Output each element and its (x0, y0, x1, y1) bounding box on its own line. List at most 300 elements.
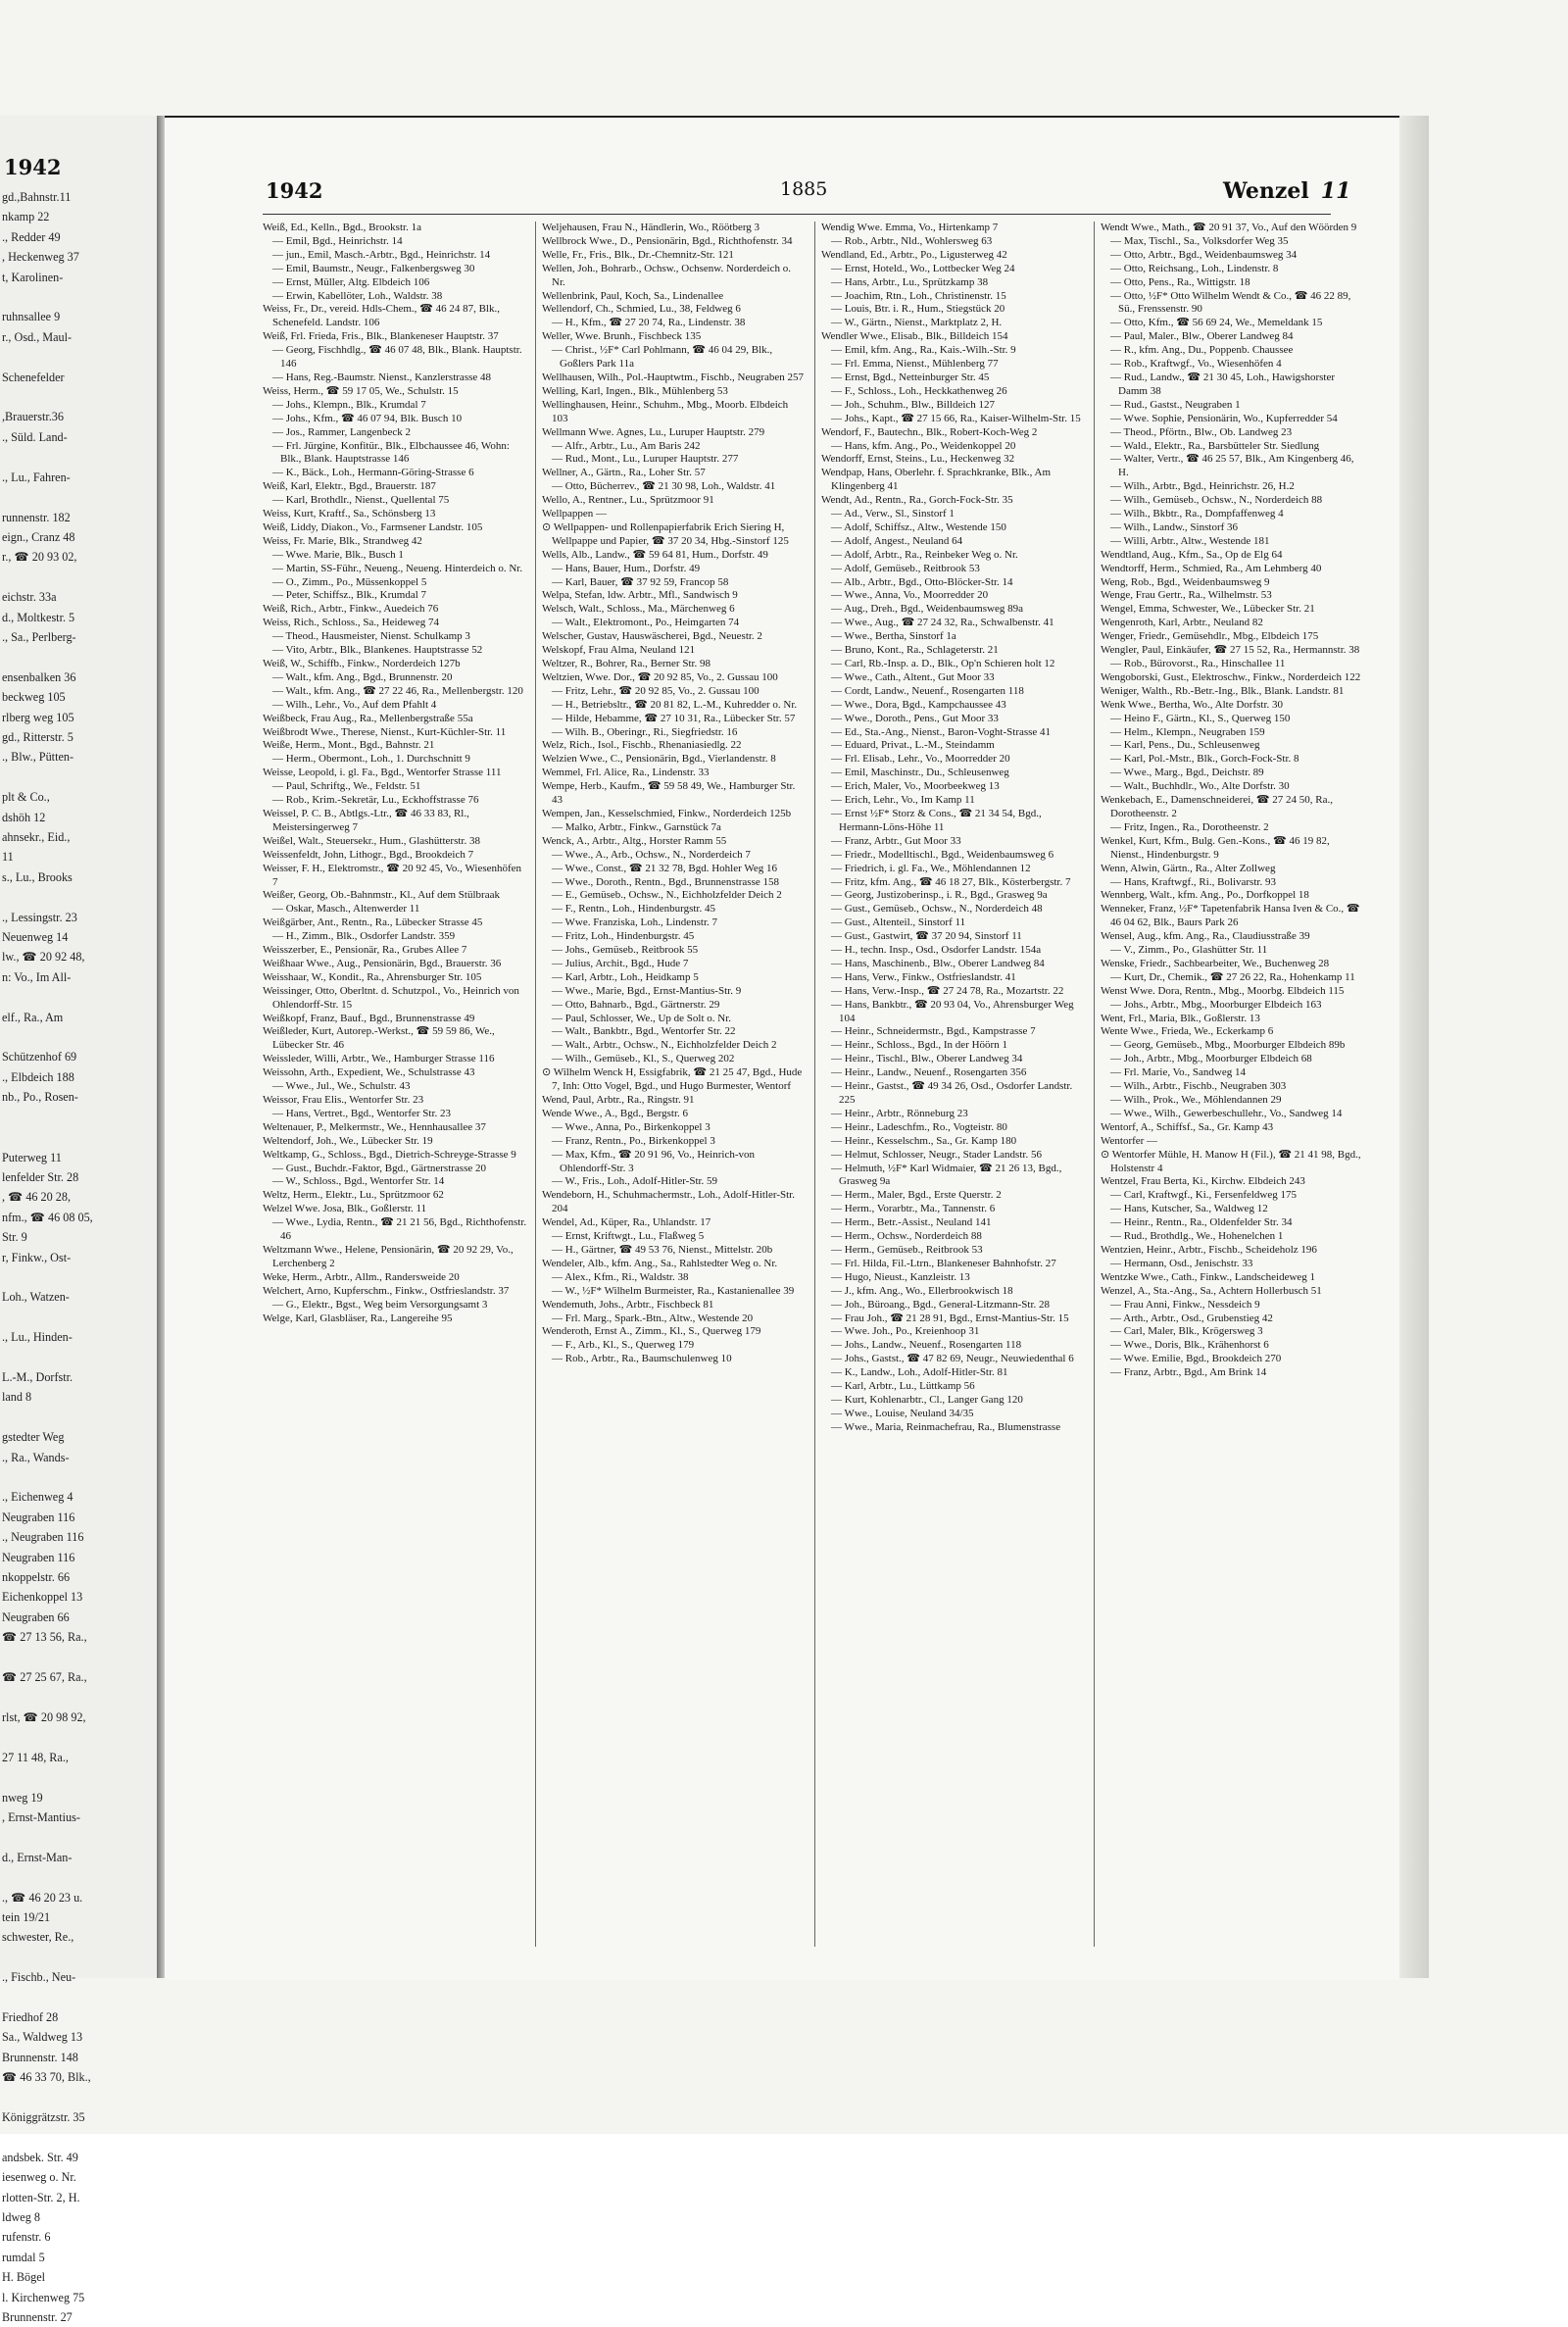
previous-page-line: ☎ 27 13 56, Ra., (2, 1630, 87, 1645)
directory-entry: — Ernst, Kriftwgt., Lu., Flaßweg 5 (552, 1230, 705, 1243)
directory-entry: Weiß, Rich., Arbtr., Finkw., Auedeich 76 (263, 603, 439, 616)
previous-page-line (2, 887, 157, 907)
directory-entry: — Otto, ½F* Otto Wilhelm Wendt & Co., ☎ 46 22 89, Sü., Frenssenstr. 90 (1110, 289, 1351, 316)
previous-page-lines (0, 187, 157, 2327)
directory-entry: — Alb., Arbtr., Bgd., Otto-Blöcker-Str. 14 (831, 575, 1013, 588)
directory-entry: — Wwe. Emilie, Bgd., Brookdeich 270 (1110, 1353, 1282, 1365)
directory-entry: Wendig Wwe. Emma, Vo., Hirtenkamp 7 (821, 222, 999, 233)
column-divider (535, 222, 536, 1947)
directory-entry: — Max, Kfm., ☎ 20 91 96, Vo., Heinrich-von Ohlendorff-Str. 3 (552, 1148, 756, 1174)
directory-entry: — Fritz, Ingen., Ra., Dorotheenstr. 2 (1110, 820, 1269, 833)
directory-entry: Wendorff, Ernst, Steins., Lu., Heckenweg 32 (821, 453, 1015, 466)
directory-entry: — J., kfm. Ang., Wo., Ellerbrookwisch 18 (831, 1284, 1013, 1297)
directory-entry: — W., Gärtn., Nienst., Marktplatz 2, H. (831, 317, 1003, 329)
directory-entry: — Wwe., Const., ☎ 21 32 78, Bgd. Hohler Weg 16 (552, 862, 777, 874)
directory-entry: — W., Fris., Loh., Adolf-Hitler-Str. 59 (552, 1175, 718, 1188)
previous-page-line: gd., Ritterstr. 5 (2, 729, 74, 744)
directory-entry: — Herm., Ochsw., Norderdeich 88 (831, 1230, 982, 1243)
directory-entry: — Wwe., Anna, Po., Birkenkoppel 3 (552, 1120, 710, 1133)
previous-page-line: ., Neugraben 116 (2, 1530, 84, 1545)
directory-entry: — Theod., Pförtn., Blw., Ob. Landweg 23 (1110, 425, 1293, 438)
directory-entry: — Heinr., Schloss., Bgd., In der Höörn 1 (831, 1039, 1007, 1052)
directory-entry: — Frl. Hilda, Fil.-Ltrn., Blankeneser Bahnhofstr. 27 (831, 1257, 1056, 1269)
directory-entry: Wendland, Ed., Arbtr., Po., Ligusterweg 42 (821, 248, 1007, 261)
previous-page-line: ., Eichenweg 4 (2, 1490, 74, 1505)
directory-entry: — Wwe. Franziska, Loh., Lindenstr. 7 (552, 916, 718, 929)
directory-entry: ⊙ Wentorfer Mühle, H. Manow H (Fil.), ☎ 21 41 98, Bgd., Holstenstr 4 (1101, 1148, 1361, 1174)
previous-page-line: ., Blw., Pütten- (2, 750, 74, 765)
directory-entry: — Cordt, Landw., Neuenf., Rosengarten 118 (831, 684, 1024, 697)
directory-entry: — Otto, Bücherrev., ☎ 21 30 98, Loh., Waldstr. 41 (552, 480, 776, 493)
directory-entry: — Hans, Verw., Finkw., Ostfrieslandstr. 41 (831, 970, 1016, 983)
directory-entry: — Wwe., Bertha, Sinstorf 1a (831, 630, 956, 643)
directory-entry: — Wilh., Prok., We., Möhlendannen 29 (1110, 1094, 1282, 1106)
previous-page-line (2, 2127, 157, 2147)
directory-entry: — Frl. Emma, Nienst., Mühlenberg 77 (831, 358, 999, 371)
previous-page-line: tein 19/21 (2, 1909, 51, 1924)
directory-entry: — Wilh., Gemüseb., Kl., S., Querweg 202 (552, 1053, 735, 1065)
previous-page-line: Neugraben 66 (2, 1609, 70, 1624)
previous-page-line: r, Finkw., Ost- (2, 1250, 72, 1264)
directory-entry: — Arth., Arbtr., Osd., Grubenstieg 42 (1110, 1312, 1273, 1324)
directory-entry: — Helm., Klempn., Neugraben 159 (1110, 725, 1265, 738)
directory-entry: — E., Gemüseb., Ochsw., N., Eichholzfelder Deich 2 (552, 889, 782, 902)
previous-page-line (2, 1648, 157, 1667)
directory-entry: — Rud., Gastst., Neugraben 1 (1110, 398, 1241, 411)
previous-page-line: Loh., Watzen- (2, 1290, 70, 1305)
previous-page-line: , Heckenweg 37 (2, 250, 79, 265)
directory-entry: Wenneker, Franz, ½F* Tapetenfabrik Hansa Iven & Co., ☎ 46 04 62, Blk., Baurs Park 26 (1101, 903, 1360, 929)
directory-entry: — Johs., Kfm., ☎ 46 07 94, Blk. Busch 10 (272, 412, 463, 424)
directory-entry: — Otto, Reichsang., Loh., Lindenstr. 8 (1110, 262, 1279, 274)
directory-entry: — G., Elektr., Bgst., Weg beim Versorgungsamt 3 (272, 1298, 488, 1311)
directory-entry: Weljehausen, Frau N., Händlerin, Wo., Röötberg 3 (542, 222, 760, 233)
previous-page-line: ensenbalken 36 (2, 669, 76, 684)
directory-entry: — Hilde, Hebamme, ☎ 27 10 31, Ra., Lübecker Str. 57 (552, 712, 796, 724)
directory-entry: — Walt., Elektromont., Po., Heimgarten 74 (552, 617, 740, 629)
directory-entry: Wentzke Wwe., Cath., Finkw., Landscheideweg 1 (1101, 1270, 1316, 1283)
previous-page-line: ., Lu., Hinden- (2, 1330, 73, 1345)
previous-page-line (2, 568, 157, 587)
previous-page-line: 27 11 48, Ra., (2, 1750, 69, 1764)
previous-page-line (2, 1948, 157, 1967)
previous-page-line (2, 1267, 157, 1287)
directory-entry: Weissel, P. C. B., Abtlgs.-Ltr., ☎ 46 33 83, Rl., Meistersingerweg 7 (263, 807, 469, 833)
directory-entry: Weiss, Kurt, Kraftf., Sa., Schönsberg 13 (263, 508, 436, 520)
directory-entry: — Herm., Vorarbtr., Ma., Tannenstr. 6 (831, 1203, 996, 1215)
directory-entry: — Adolf, Gemüseb., Reitbrook 53 (831, 562, 980, 574)
directory-entry: Weissohn, Arth., Expedient, We., Schulstrasse 43 (263, 1066, 475, 1079)
directory-entry: — Otto, Bahnarb., Bgd., Gärtnerstr. 29 (552, 998, 720, 1011)
previous-page-line (2, 2088, 157, 2107)
directory-entry: Weltz, Herm., Elektr., Lu., Sprützmoor 62 (263, 1189, 444, 1202)
directory-entry: Welchert, Arno, Kupferschm., Finkw., Ostfrieslandstr. 37 (263, 1284, 510, 1297)
directory-entry: — Fritz, kfm. Ang., ☎ 46 18 27, Blk., Kösterbergstr. 7 (831, 875, 1071, 888)
section-number: 11 (1320, 178, 1351, 204)
directory-entry: — Wwe., Anna, Vo., Moorredder 20 (831, 589, 989, 602)
previous-page-line: l. Kirchenweg 75 (2, 2290, 85, 2304)
previous-page-line: Brunnenstr. 27 (2, 2310, 73, 2325)
page-year: 1942 (266, 178, 323, 203)
previous-page-line (2, 1348, 157, 1367)
page-header (165, 178, 1399, 212)
directory-entry: Wennberg, Walt., kfm. Ang., Po., Dorfkoppel 18 (1101, 889, 1309, 902)
directory-entry: Wengoborski, Gust., Elektroschw., Finkw., Norderdeich 122 (1101, 670, 1361, 683)
directory-page (165, 116, 1399, 1980)
directory-entry: — H., Zimm., Blk., Osdorfer Landstr. 359 (272, 930, 456, 943)
directory-entry: — Julius, Archit., Bgd., Hude 7 (552, 957, 689, 969)
directory-entry: Weißhaar Wwe., Aug., Pensionärin, Bgd., Brauerstr. 36 (263, 957, 502, 969)
previous-page-line: d., Ernst-Man- (2, 1850, 73, 1864)
directory-entry: — Hans, Bankbtr., ☎ 20 93 04, Vo., Ahrensburger Weg 104 (831, 998, 1074, 1024)
directory-entry: Weissenfeldt, John, Lithogr., Bgd., Brookdeich 7 (263, 848, 474, 861)
directory-entry: Wendeborn, H., Schuhmachermstr., Loh., Adolf-Hitler-Str. 204 (542, 1189, 795, 1215)
directory-entry: ⊙ Wilhelm Wenck H, Essigfabrik, ☎ 21 25 47, Bgd., Hude 7, Inh: Otto Vogel, Bgd., und Hugo Burmester, Wentorf (542, 1066, 803, 1093)
directory-entry: — Herm., Gemüseb., Reitbrook 53 (831, 1243, 983, 1256)
directory-entry: Weiß, W., Schiffb., Finkw., Norderdeich 127b (263, 658, 461, 669)
directory-entry: — Wilh., Arbtr., Fischb., Neugraben 303 (1110, 1080, 1287, 1093)
directory-entry: — Peter, Schiffsz., Blk., Krumdal 7 (272, 589, 427, 602)
directory-entry: Weiß, Frl. Frieda, Fris., Blk., Blankeneser Hauptstr. 37 (263, 330, 499, 343)
previous-page-line: ☎ 46 33 70, Blk., (2, 2070, 91, 2085)
previous-page-line: Eichenkoppel 13 (2, 1590, 83, 1605)
directory-entry: Welle, Fr., Fris., Blk., Dr.-Chemnitz-Str. 121 (542, 248, 734, 261)
directory-entry: Wendel, Ad., Küper, Ra., Uhlandstr. 17 (542, 1216, 711, 1229)
directory-entry: — Frau Anni, Finkw., Nessdeich 9 (1110, 1298, 1260, 1311)
directory-entry: Weltzien, Wwe. Dor., ☎ 20 92 85, Vo., 2. Gussau 100 (542, 670, 778, 683)
previous-page-line: Puterweg 11 (2, 1150, 62, 1164)
directory-entry: — Wilh., Lehr., Vo., Auf dem Pfahlt 4 (272, 698, 437, 711)
directory-entry: — Max, Tischl., Sa., Volksdorfer Weg 35 (1110, 234, 1289, 247)
directory-column-2 (542, 222, 807, 1947)
directory-entry: — Karl, Brothdlr., Nienst., Quellental 75 (272, 494, 450, 507)
directory-entry: — Alex., Kfm., Ri., Waldstr. 38 (552, 1270, 689, 1283)
directory-entry: — Johs., Gastst., ☎ 47 82 69, Neugr., Neuwiedenthal 6 (831, 1353, 1074, 1365)
previous-page-line: nweg 19 (2, 1790, 43, 1805)
directory-entry: — Johs., Klempn., Blk., Krumdal 7 (272, 398, 426, 411)
directory-entry: — Frau Joh., ☎ 21 28 91, Bgd., Ernst-Mantius-Str. 15 (831, 1312, 1069, 1324)
previous-page-line: rlst, ☎ 20 98 92, (2, 1709, 86, 1724)
directory-entry: Wente Wwe., Frieda, We., Eckerkamp 6 (1101, 1025, 1274, 1038)
directory-entry: — Walter, Vertr., ☎ 46 25 57, Blk., Am Kingenberg 46, H. (1110, 453, 1354, 479)
directory-entry: Wempe, Herb., Kaufm., ☎ 59 58 49, We., Hamburger Str. 43 (542, 780, 796, 807)
previous-page-line: s., Lu., Brooks (2, 869, 73, 884)
directory-entry: Wengler, Paul, Einkäufer, ☎ 27 15 52, Ra., Hermannstr. 38 (1101, 644, 1360, 657)
directory-column-3 (821, 222, 1086, 1947)
directory-entry: Welzel Wwe. Josa, Blk., Goßlerstr. 11 (263, 1203, 427, 1215)
directory-entry: — Wwe., Lydia, Rentn., ☎ 21 21 56, Bgd., Richthofenstr. 46 (272, 1216, 527, 1243)
directory-entry: — Georg, Fischhdlg., ☎ 46 07 48, Blk., Blank. Hauptstr. 146 (272, 344, 522, 371)
directory-entry: — H., Kfm., ☎ 27 20 74, Ra., Lindenstr. 38 (552, 317, 746, 329)
directory-entry: — Wwe., A., Arb., Ochsw., N., Norderdeich 7 (552, 848, 751, 861)
directory-entry: Wellinghausen, Heinr., Schuhm., Mbg., Moorb. Elbdeich 103 (542, 398, 789, 424)
previous-page-line: schwester, Re., (2, 1930, 74, 1945)
directory-entry: — Rud., Landw., ☎ 21 30 45, Loh., Hawigshorster Damm 38 (1110, 371, 1335, 397)
directory-entry: — Louis, Btr. i. R., Hum., Stiegstück 20 (831, 303, 1005, 316)
directory-entry: — Wwe. Joh., Po., Kreienhoop 31 (831, 1325, 980, 1338)
directory-entry: — Fritz, Loh., Hindenburgstr. 45 (552, 930, 695, 943)
previous-page-line: Schützenhof 69 (2, 1050, 77, 1064)
previous-page-line: Neugraben 116 (2, 1510, 75, 1524)
directory-entry: — Joh., Arbtr., Mbg., Moorburger Elbdeich 68 (1110, 1053, 1312, 1065)
directory-entry: Weltzmann Wwe., Helene, Pensionärin, ☎ 20 92 29, Vo., Lerchenberg 2 (263, 1243, 514, 1269)
directory-entry: — Herm., Maler, Bgd., Erste Querstr. 2 (831, 1189, 1002, 1202)
previous-page-line: ☎ 27 25 67, Ra., (2, 1670, 87, 1685)
directory-entry: Welpa, Stefan, ldw. Arbtr., Mfl., Sandwisch 9 (542, 589, 738, 602)
column-divider (814, 222, 815, 1947)
directory-entry: — Friedr., Modelltischl., Bgd., Weidenbaumsweg 6 (831, 848, 1054, 861)
directory-entry: — Wilh., Arbtr., Bgd., Heinrichstr. 26, H.2 (1110, 480, 1295, 493)
directory-entry: Weke, Herm., Arbtr., Allm., Randersweide 20 (263, 1270, 460, 1283)
previous-page-line: r., ☎ 20 93 02, (2, 550, 77, 565)
previous-page-line (2, 1767, 157, 1787)
previous-page-line: Brunnenstr. 148 (2, 2050, 78, 2064)
directory-entry: — Kurt, Kohlenarbtr., Cl., Langer Gang 120 (831, 1393, 1023, 1406)
directory-entry: — Willi, Arbtr., Altw., Westende 181 (1110, 534, 1270, 547)
directory-entry: Wendler Wwe., Elisab., Blk., Billdeich 154 (821, 330, 1008, 343)
previous-page-line (2, 647, 157, 667)
directory-entry: — Erich, Maler, Vo., Moorbeekweg 13 (831, 780, 1000, 793)
directory-entry: Weiss, Rich., Schloss., Sa., Heideweg 74 (263, 617, 439, 629)
directory-entry: — Frl. Elisab., Lehr., Vo., Moorredder 20 (831, 753, 1010, 766)
header-rule (263, 214, 1331, 215)
directory-entry: — Gust., Buchdr.-Faktor, Bgd., Gärtnerstrasse 20 (272, 1162, 487, 1174)
directory-entry: Wendt Wwe., Math., ☎ 20 91 37, Vo., Auf den Wöörden 9 (1101, 222, 1357, 233)
directory-entry: — Wwe., Dora, Bgd., Kampchaussee 43 (831, 698, 1006, 711)
section-name: Wenzel (1223, 178, 1309, 204)
directory-entry: Weisszerber, E., Pensionär, Ra., Grubes Allee 7 (263, 944, 467, 957)
directory-entry: — Walt., kfm. Ang., ☎ 27 22 46, Ra., Mellenbergstr. 120 (272, 684, 523, 697)
directory-entry: — Wwe., Cath., Altent., Gut Moor 33 (831, 670, 995, 683)
directory-entry: — H., Gärtner, ☎ 49 53 76, Nienst., Mittelstr. 20b (552, 1243, 773, 1256)
directory-entry: — Wwe., Doroth., Pens., Gut Moor 33 (831, 712, 999, 724)
directory-entry: — Wwe., Aug., ☎ 27 24 32, Ra., Schwalbenstr. 41 (831, 617, 1054, 629)
directory-column-1 (263, 222, 527, 1947)
section-heading (1223, 178, 1350, 204)
directory-entry: — Bruno, Kont., Ra., Schlageterstr. 21 (831, 644, 999, 657)
directory-entry: — Johs., Landw., Neuenf., Rosengarten 118 (831, 1339, 1022, 1352)
directory-entry: — Herm., Obermont., Loh., 1. Durchschnitt 9 (272, 753, 470, 766)
directory-entry: Weniger, Walth., Rb.-Betr.-Ing., Blk., Blank. Landstr. 81 (1101, 684, 1345, 697)
directory-entry: Wenge, Frau Gertr., Ra., Wilhelmstr. 53 (1101, 589, 1272, 602)
directory-entry: — Rob., Bürovorst., Ra., Hinschallee 11 (1110, 658, 1286, 669)
previous-page-line (2, 387, 157, 407)
directory-entry: Wellendorf, Ch., Schmied, Lu., 38, Feldweg 6 (542, 303, 741, 316)
directory-entry: — Malko, Arbtr., Finkw., Garnstück 7a (552, 820, 721, 833)
directory-entry: Weissinger, Otto, Oberltnt. d. Schutzpol., Vo., Heinrich von Ohlendorff-Str. 15 (263, 984, 519, 1011)
previous-page-line: n: Vo., Im All- (2, 969, 72, 984)
directory-entry: Wenk Wwe., Bertha, Wo., Alte Dorfstr. 30 (1101, 698, 1284, 711)
previous-page-line: ldweg 8 (2, 2210, 40, 2225)
previous-page-line: ., ☎ 46 20 23 u. (2, 1890, 83, 1905)
previous-page-line (2, 447, 157, 467)
directory-entry: — Walt., Bankbtr., Bgd., Wentorfer Str. 22 (552, 1025, 736, 1038)
directory-entry: Wende Wwe., A., Bgd., Bergstr. 6 (542, 1107, 689, 1119)
previous-page-line: ., Fischb., Neu- (2, 1970, 76, 1985)
directory-entry: — Paul, Schlosser, We., Up de Solt o. Nr. (552, 1012, 732, 1024)
directory-entry: — Walt., kfm. Ang., Bgd., Brunnenstr. 20 (272, 670, 453, 683)
directory-entry: — Hans, Kraftwgf., Ri., Bolivarstr. 93 (1110, 875, 1276, 888)
previous-page-line (2, 1727, 157, 1747)
directory-entry: — Rud., Brothdlg., We., Hohenelchen 1 (1110, 1230, 1284, 1243)
directory-entry: — Emil, Maschinstr., Du., Schleusenweg (831, 767, 1009, 779)
previous-page-line (2, 1467, 157, 1487)
directory-entry: — Heinr., Kesselschm., Sa., Gr. Kamp 180 (831, 1134, 1017, 1147)
directory-entry: Wengenroth, Karl, Arbtr., Neuland 82 (1101, 617, 1263, 629)
directory-entry: Weisse, Leopold, i. gl. Fa., Bgd., Wentorfer Strasse 111 (263, 767, 502, 779)
directory-entry: — Hans, kfm. Ang., Po., Weidenkoppel 20 (831, 439, 1016, 452)
previous-page-line: L.-M., Dorfstr. (2, 1369, 74, 1384)
directory-entry: Weißleder, Kurt, Autorep.-Werkst., ☎ 59 59 86, We., Lübecker Str. 46 (263, 1025, 495, 1052)
directory-entry: Weltendorf, Joh., We., Lübecker Str. 19 (263, 1134, 433, 1147)
previous-page-line: , Ernst-Mantius- (2, 1809, 80, 1824)
directory-entry: — Oskar, Masch., Altenwerder 11 (272, 903, 420, 916)
previous-page-line: rumdal 5 (2, 2250, 45, 2264)
directory-entry: — Frl. Jürgine, Konfitür., Blk., Elbchaussee 46, Wohn: Blk., Blank. Hauptstrasse 146 (272, 439, 510, 466)
directory-entry: — Hermann, Osd., Jenischstr. 33 (1110, 1257, 1253, 1269)
directory-entry: — Hans, Vertret., Bgd., Wentorfer Str. 23 (272, 1107, 452, 1119)
directory-entry: Wendtorff, Herm., Schmied, Ra., Am Lehmberg 40 (1101, 562, 1322, 574)
directory-entry: Weiße, Herm., Mont., Bgd., Bahnstr. 21 (263, 739, 435, 752)
directory-entry: — Ad., Verw., Sl., Sinstorf 1 (831, 508, 955, 520)
directory-entry: Wenst Wwe. Dora, Rentn., Mbg., Moorbg. Elbdeich 115 (1101, 984, 1345, 997)
directory-entry: — K., Landw., Loh., Adolf-Hitler-Str. 81 (831, 1366, 1008, 1379)
directory-entry: — Walt., Buchhdlr., Wo., Alte Dorfstr. 30 (1110, 780, 1290, 793)
directory-entry: — Joh., Büroang., Bgd., General-Litzmann-Str. 28 (831, 1298, 1051, 1311)
directory-entry: Wentzel, Frau Berta, Ki., Kirchw. Elbdeich 243 (1101, 1175, 1305, 1188)
directory-entry: Welsch, Walt., Schloss., Ma., Märchenweg 6 (542, 603, 735, 616)
directory-entry: Wendeler, Alb., kfm. Ang., Sa., Rahlstedter Weg o. Nr. (542, 1257, 778, 1269)
directory-entry: — Rob., Kraftwgf., Vo., Wiesenhöfen 4 (1110, 358, 1282, 371)
directory-entry: Welskopf, Frau Alma, Neuland 121 (542, 644, 696, 657)
directory-entry: — Wilh., Gemüseb., Ochsw., N., Norderdeich 88 (1110, 494, 1323, 507)
previous-page-fragment (0, 116, 158, 2325)
directory-entry: Weißkopf, Franz, Bauf., Bgd., Brunnenstrasse 49 (263, 1012, 475, 1024)
directory-entry: — Aug., Dreh., Bgd., Weidenbaumsweg 89a (831, 603, 1023, 616)
directory-entry: — Hans, Maschinenb., Blw., Oberer Landweg 84 (831, 957, 1045, 969)
previous-page-line (2, 1867, 157, 1887)
previous-page-line: lenfelder Str. 28 (2, 1169, 79, 1184)
previous-page-line: nb., Po., Rosen- (2, 1090, 78, 1105)
directory-entry: — Gust., Altenteil., Sinstorf 11 (831, 916, 966, 929)
directory-entry: — Heino F., Gärtn., Kl., S., Querweg 150 (1110, 712, 1291, 724)
directory-entry: Weiß, Karl, Elektr., Bgd., Brauerstr. 187 (263, 480, 436, 493)
directory-entry: — Adolf, Arbtr., Ra., Reinbeker Weg o. Nr. (831, 548, 1018, 561)
directory-entry: Wempen, Jan., Kesselschmied, Finkw., Norderdeich 125b (542, 807, 792, 819)
directory-entry: Weltenauer, P., Melkermstr., We., Hennhausallee 37 (263, 1120, 486, 1133)
directory-entry: — Erich, Lehr., Vo., Im Kamp 11 (831, 794, 975, 807)
directory-entry: — Johs., Kapt., ☎ 27 15 66, Ra., Kaiser-Wilhelm-Str. 15 (831, 412, 1081, 424)
directory-entry: — Karl, Bauer, ☎ 37 92 59, Francop 58 (552, 575, 729, 588)
directory-entry: — Joh., Schuhm., Blw., Billdeich 127 (831, 398, 996, 411)
directory-entry: Weißbrodt Wwe., Therese, Nienst., Kurt-Küchler-Str. 11 (263, 725, 507, 738)
directory-entry: — Helmut, Schlosser, Neugr., Stader Landstr. 56 (831, 1148, 1042, 1161)
directory-entry: — Georg, Justizoberinsp., i. R., Bgd., Grasweg 9a (831, 889, 1048, 902)
directory-entry: — H., Betriebsltr., ☎ 20 81 82, L.-M., Kuhredder o. Nr. (552, 698, 798, 711)
previous-page-line: ., Lessingstr. 23 (2, 910, 77, 924)
previous-page-line: , ☎ 46 20 28, (2, 1190, 72, 1205)
directory-entry: — Otto, Arbtr., Bgd., Weidenbaumsweg 34 (1110, 248, 1298, 261)
directory-entry: — Friedrich, i. gl. Fa., We., Möhlendannen 12 (831, 862, 1031, 874)
directory-columns (263, 222, 1361, 1947)
directory-entry: Wensel, Aug., kfm. Ang., Ra., Claudiusstraße 39 (1101, 930, 1310, 943)
directory-entry: — Gust., Gastwirt, ☎ 37 20 94, Sinstorf 11 (831, 930, 1022, 943)
directory-entry: Weiss, Fr., Dr., vereid. Hdls-Chem., ☎ 46 24 87, Blk., Schenefeld. Landstr. 106 (263, 303, 500, 329)
directory-entry: Wenske, Friedr., Sachbearbeiter, We., Buchenweg 28 (1101, 957, 1330, 969)
directory-entry: — jun., Emil, Masch.-Arbtr., Bgd., Heinrichstr. 14 (272, 248, 491, 261)
directory-entry: — Wwe. Marie, Blk., Busch 1 (272, 548, 404, 561)
directory-entry: Welzien Wwe., C., Pensionärin, Bgd., Vierlandenstr. 8 (542, 753, 776, 766)
previous-page-line: rlberg weg 105 (2, 710, 74, 724)
previous-page-line: 11 (2, 850, 14, 865)
previous-page-line (2, 1027, 157, 1047)
directory-entry: Weißbeck, Frau Aug., Ra., Mellenbergstraße 55a (263, 712, 473, 724)
directory-entry: — Karl, Arbtr., Loh., Heidkamp 5 (552, 970, 699, 983)
directory-entry: — Karl, Pol.-Mstr., Blk., Gorch-Fock-Str. 8 (1110, 753, 1299, 766)
directory-entry: Went, Frl., Maria, Blk., Goßlerstr. 13 (1101, 1012, 1260, 1024)
directory-entry: — Theod., Hausmeister, Nienst. Schulkamp 3 (272, 630, 470, 643)
directory-entry: Wenzel, A., Sta.-Ang., Sa., Achtern Hollerbusch 51 (1101, 1284, 1322, 1297)
directory-entry: — Heinr., Tischl., Blw., Oberer Landweg 34 (831, 1053, 1023, 1065)
previous-page-line: plt & Co., (2, 790, 50, 805)
directory-entry: — Adolf, Schiffsz., Altw., Westende 150 (831, 520, 1006, 533)
directory-entry: — Wilh., Bkbtr., Ra., Dompfaffenweg 4 (1110, 508, 1284, 520)
directory-entry: — Wwe. Sophie, Pensionärin, Wo., Kupferredder 54 (1110, 412, 1338, 424)
directory-entry: — Carl, Maler, Blk., Krögersweg 3 (1110, 1325, 1263, 1338)
directory-entry: — Hans, Reg.-Baumstr. Nienst., Kanzlerstrasse 48 (272, 371, 492, 383)
directory-entry: — Vito, Arbtr., Blk., Blankenes. Hauptstrasse 52 (272, 644, 483, 657)
directory-entry: — Rud., Mont., Lu., Luruper Hauptstr. 277 (552, 453, 739, 466)
previous-page-line (2, 1308, 157, 1327)
directory-entry: Weng, Rob., Bgd., Weidenbaumsweg 9 (1101, 575, 1270, 588)
previous-page-line: nfm., ☎ 46 08 05, (2, 1210, 93, 1224)
previous-page-line (2, 1127, 157, 1147)
previous-page-line: r., Osd., Maul- (2, 329, 73, 344)
previous-page-line: elf., Ra., Am (2, 1010, 64, 1024)
previous-page-line: rufenstr. 6 (2, 2230, 51, 2245)
previous-page-line (2, 347, 157, 367)
directory-entry: — Heinr., Schneidermstr., Bgd., Kampstrasse 7 (831, 1025, 1036, 1038)
page-number: 1885 (780, 178, 828, 200)
directory-entry: — Wilh. B., Oberingr., Ri., Siegfriedstr. 16 (552, 725, 738, 738)
directory-entry: Wellner, A., Gärtn., Ra., Loher Str. 57 (542, 467, 706, 479)
directory-entry: — Hans, Bauer, Hum., Dorfstr. 49 (552, 562, 701, 574)
directory-entry: — Ernst, Bgd., Netteinburger Str. 45 (831, 371, 990, 383)
directory-entry: — Wwe., Wilh., Gewerbeschullehr., Vo., Sandweg 14 (1110, 1107, 1343, 1119)
directory-entry: — Franz, Arbtr., Bgd., Am Brink 14 (1110, 1366, 1267, 1379)
directory-entry: — Franz, Rentn., Po., Birkenkoppel 3 (552, 1134, 715, 1147)
directory-entry: — R., kfm. Ang., Du., Poppenb. Chaussee (1110, 344, 1294, 357)
directory-entry: Wendpap, Hans, Oberlehr. f. Sprachkranke, Blk., Am Klingenberg 41 (821, 467, 1052, 493)
directory-entry: — Ernst, Müller, Altg. Elbdeich 106 (272, 275, 430, 288)
directory-entry: — Alfr., Arbtr., Lu., Am Baris 242 (552, 439, 701, 452)
previous-page-line: gstedter Weg (2, 1430, 65, 1445)
directory-entry: Wenck, A., Arbtr., Altg., Horster Ramm 55 (542, 834, 727, 847)
directory-entry: — Emil, Baumstr., Neugr., Falkenbergsweg 30 (272, 262, 475, 274)
directory-entry: Wellen, Joh., Bohrarb., Ochsw., Ochsenw. Norderdeich o. Nr. (542, 262, 791, 288)
previous-page-line (2, 987, 157, 1007)
directory-entry: — Frl. Marg., Spark.-Btn., Altw., Westende 20 (552, 1312, 754, 1324)
previous-page-line: Str. 9 (2, 1230, 27, 1245)
directory-entry: Weltkamp, G., Schloss., Bgd., Dietrich-Schreyge-Strasse 9 (263, 1148, 516, 1161)
directory-entry: Wello, A., Rentner., Lu., Sprützmoor 91 (542, 494, 714, 507)
directory-entry: Wellmann Wwe. Agnes, Lu., Luruper Hauptstr. 279 (542, 425, 765, 438)
previous-page-line: d., Moltkestr. 5 (2, 610, 75, 624)
directory-entry: — Carl, Rb.-Insp. a. D., Blk., Op'n Schieren holt 12 (831, 658, 1055, 669)
previous-page-line: nkoppelstr. 66 (2, 1570, 71, 1585)
previous-page-year: 1942 (4, 155, 62, 179)
directory-entry: Weisser, F. H., Elektromstr., ☎ 20 92 45, Vo., Wiesenhöfen 7 (263, 862, 522, 888)
